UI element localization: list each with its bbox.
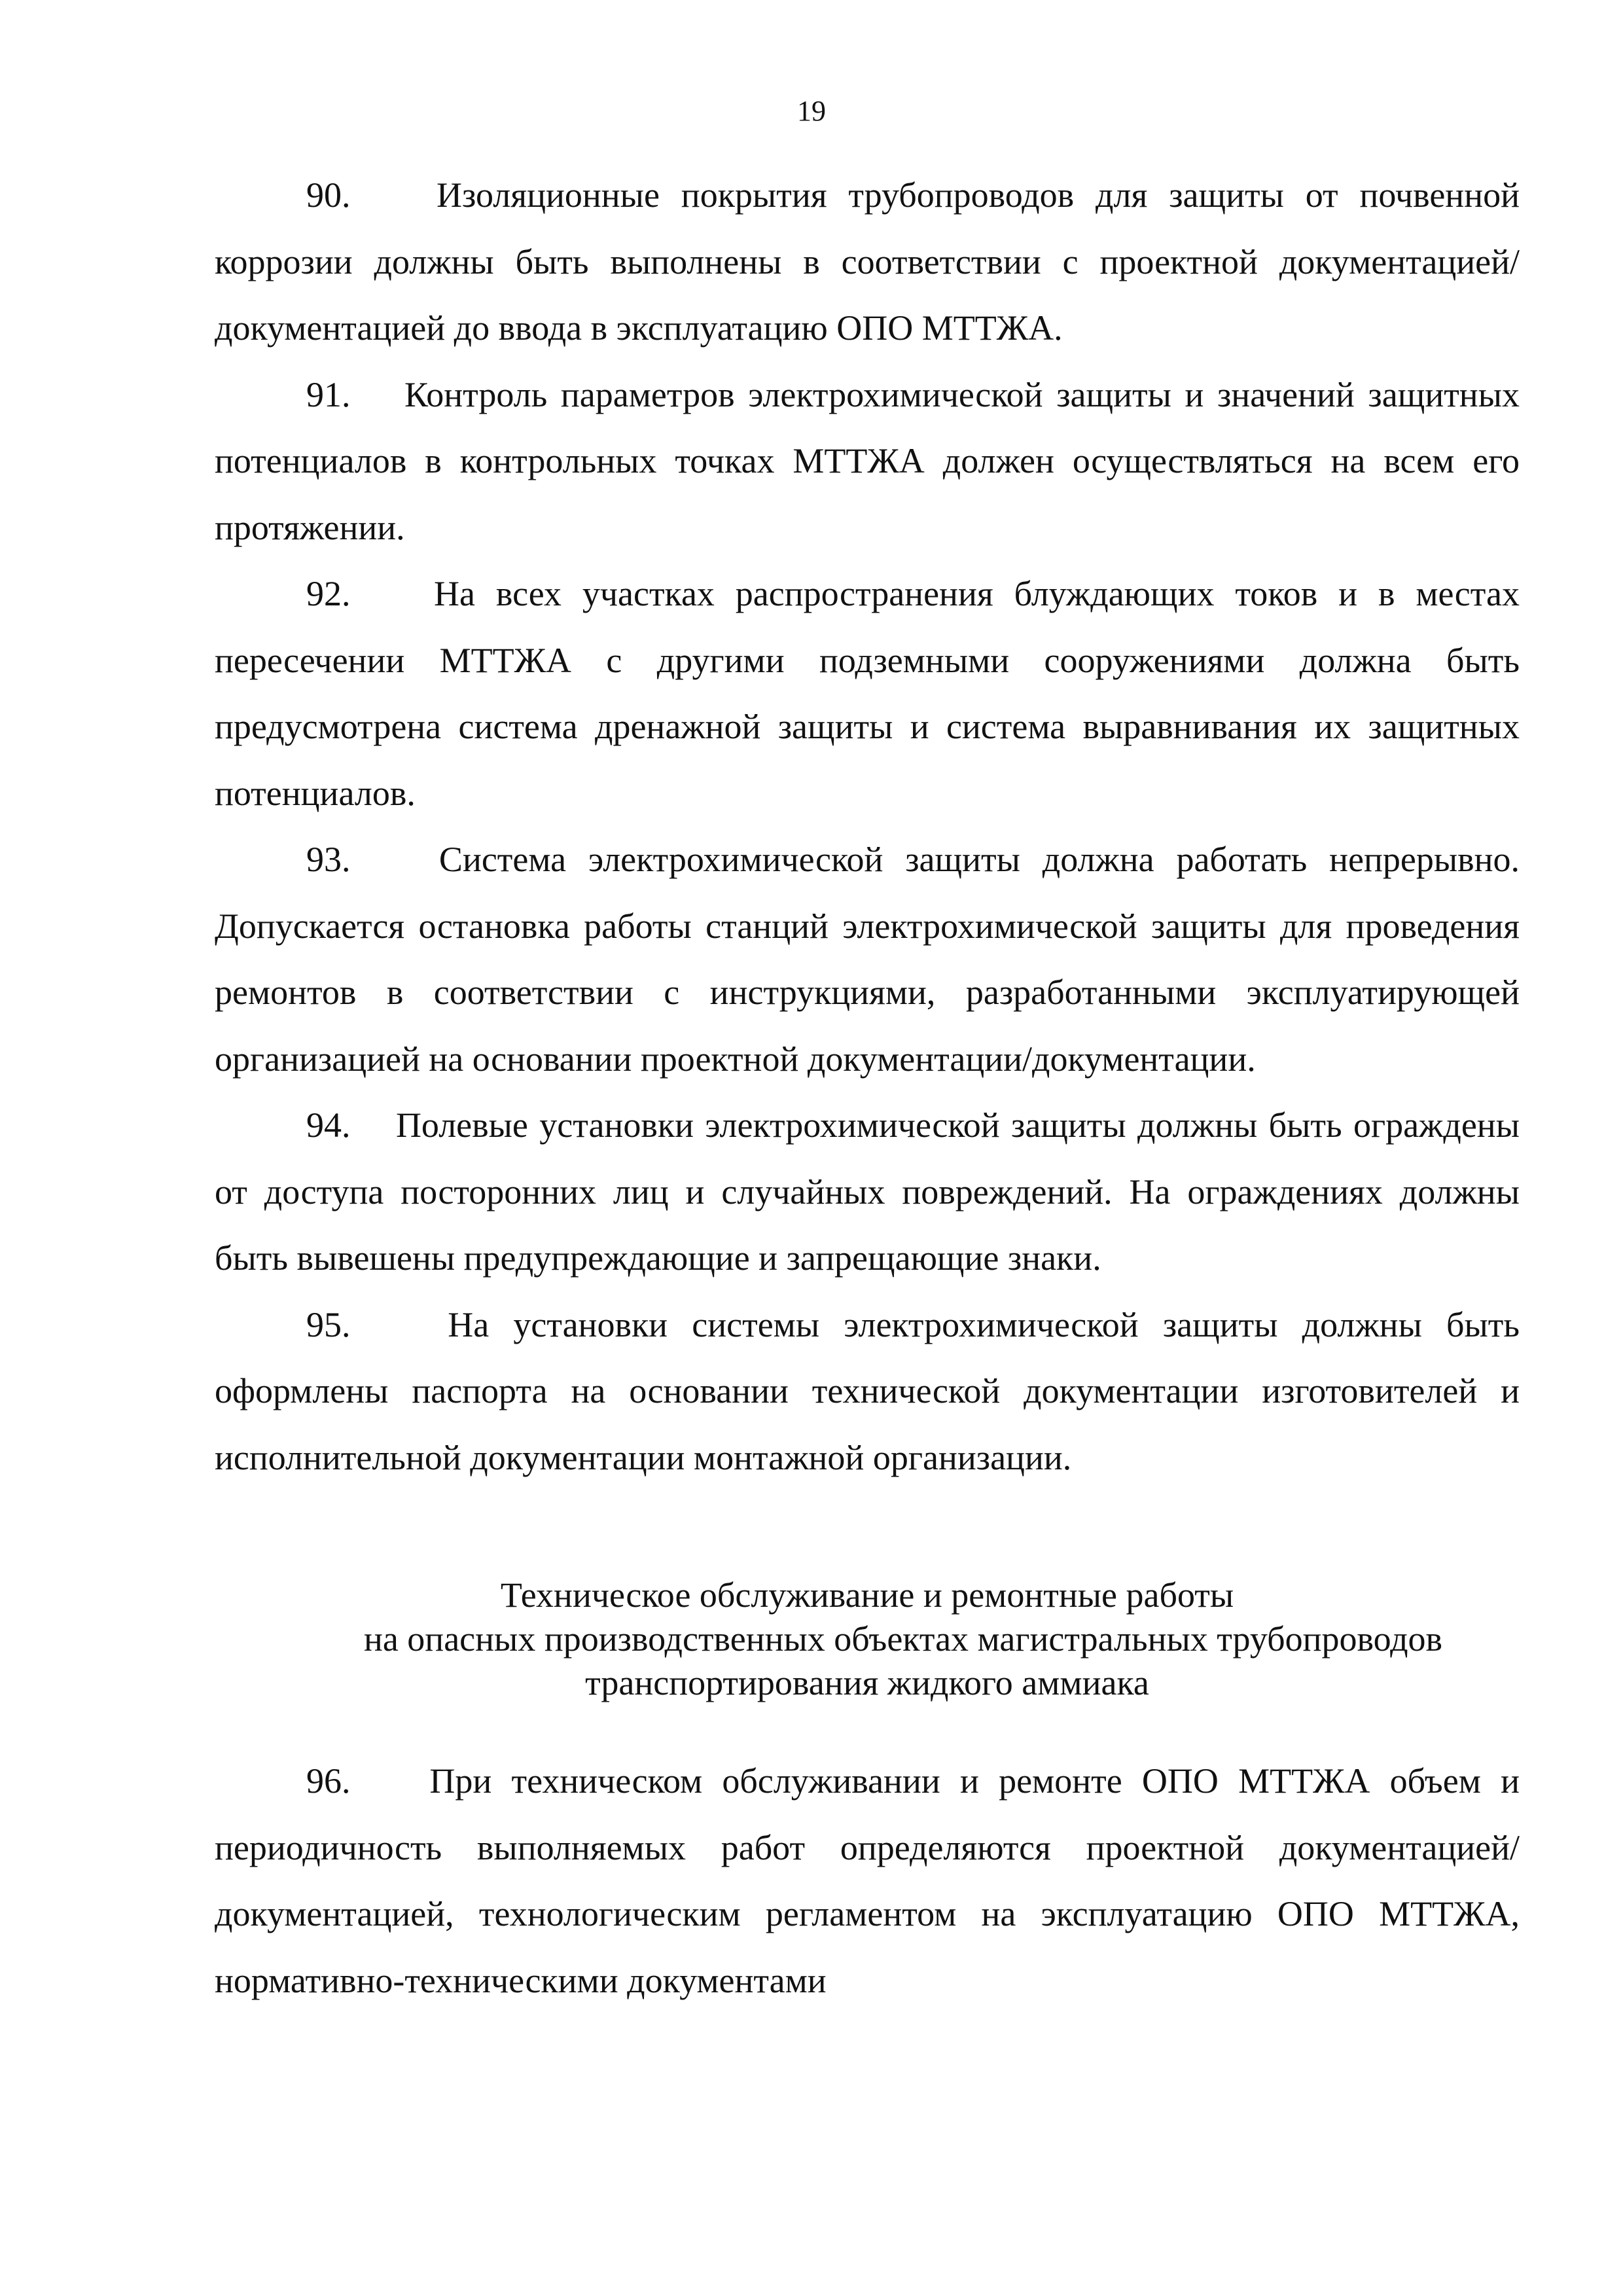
paragraph-92 — [215, 561, 1520, 827]
section-heading-line-3: транспортирования жидкого аммиака — [585, 1663, 1149, 1702]
paragraph-91 — [215, 362, 1520, 562]
section-heading-line-1: Техническое обслуживание и ремонтные работы — [500, 1575, 1234, 1615]
section-heading-line-2: на опасных производственных объектах магистральных трубопроводов — [363, 1619, 1443, 1659]
paragraph-text: Контроль параметров электрохимической защиты и значений защитных потенциалов в контрольных точках МТТЖА должен осуществляться на всем его протяжении. — [215, 374, 1520, 547]
paragraph-94 — [215, 1092, 1520, 1292]
paragraph-text: При техническом обслуживании и ремонте ОПО МТТЖА объем и периодичность выполняемых работ определяются проектной документацией/документацией, технологическим регламентом на эксплуатацию ОПО МТТЖА, нормативно-техническими документами — [215, 1761, 1520, 2000]
paragraph-number: 96. — [306, 1761, 351, 1801]
page-number: 19 — [797, 95, 826, 127]
section-heading — [215, 1573, 1520, 1705]
paragraph-number: 92. — [306, 574, 351, 613]
paragraph-text: Изоляционные покрытия трубопроводов для защиты от почвенной коррозии должны быть выполнены в соответствии с проектной документацией/документацией до ввода в эксплуатацию ОПО МТТЖА. — [215, 175, 1520, 348]
paragraph-90 — [215, 162, 1520, 362]
paragraph-number: 90. — [306, 175, 351, 215]
paragraph-93 — [215, 827, 1520, 1092]
paragraph-number: 94. — [306, 1105, 351, 1145]
paragraph-text: На всех участках распространения блуждающих токов и в местах пересечении МТТЖА с другими подземными сооружениями должна быть предусмотрена система дренажной защиты и система выравнивания их защитных потенциалов. — [215, 574, 1520, 813]
paragraph-96 — [215, 1748, 1520, 2014]
paragraph-text: Полевые установки электрохимической защиты должны быть ограждены от доступа посторонних лиц и случайных повреждений. На ограждениях должны быть вывешены предупреждающие и запрещающие знаки. — [215, 1105, 1520, 1278]
paragraph-text: Система электрохимической защиты должна работать непрерывно. Допускается остановка работы станций электрохимической защиты для проведения ремонтов в соответствии с инструкциями, разработанными эксплуатирующей организацией на основании проектной документации/документации. — [215, 840, 1520, 1079]
paragraph-95 — [215, 1292, 1520, 1492]
paragraph-number: 93. — [306, 840, 351, 879]
paragraph-text: На установки системы электрохимической защиты должны быть оформлены паспорта на основании технической документации изготовителей и исполнительной документации монтажной организации. — [215, 1304, 1520, 1477]
body-text — [215, 162, 1520, 2014]
paragraph-number: 91. — [306, 374, 351, 414]
paragraph-number: 95. — [306, 1304, 351, 1344]
